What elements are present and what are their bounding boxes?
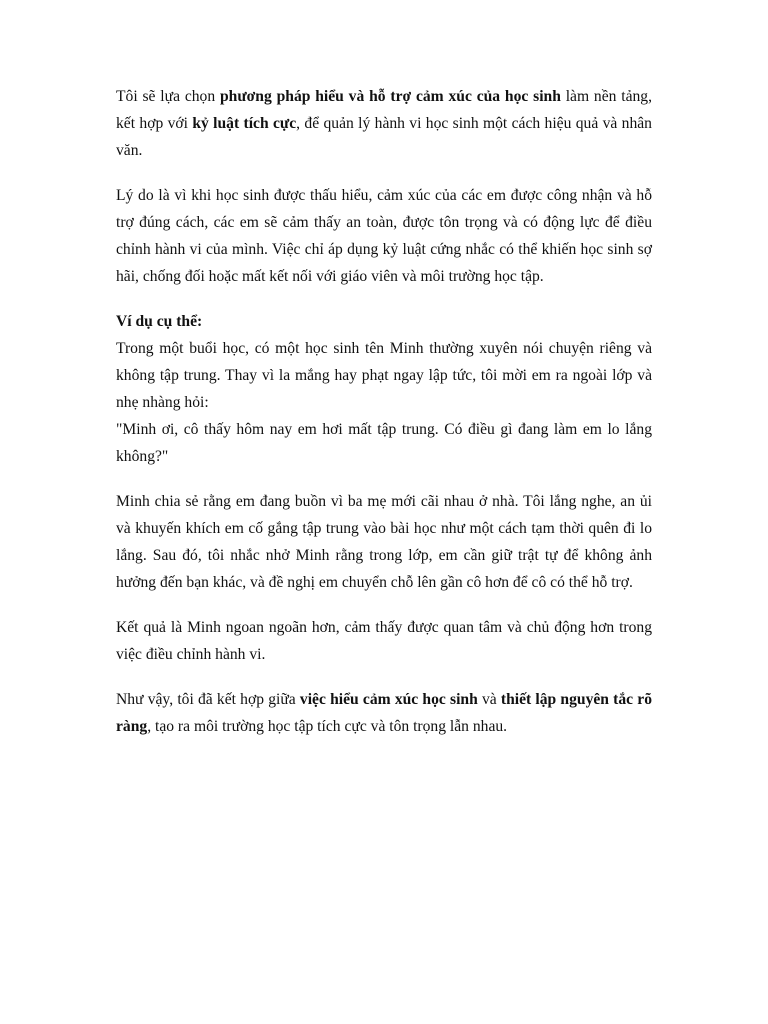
paragraph-reason: Lý do là vì khi học sinh được thấu hiểu, cảm xúc của các em được công nhận và hỗ trợ đúng cách, các em sẽ cảm thấy an toàn, được tôn trọng và có động lực để điều chỉnh hành vi của mình. Việc chỉ áp dụng kỷ luật cứng nhắc có thể khiến học sinh sợ hãi, chống đối hoặc mất kết nối với giáo viên và môi trường học tập. bbox=[116, 187, 652, 285]
approach-text-2: làm nền tảng, kết hợp với bbox=[116, 88, 652, 132]
paragraph-response: Minh chia sẻ rằng em đang buồn vì ba mẹ mới cãi nhau ở nhà. Tôi lắng nghe, an ủi và khuyến khích em cố gắng tập trung vào bài học như một cách tạm thời quên đi lo lắng. Sau đó, tôi nhắc nhở Minh rằng trong lớp, em cần giữ trật tự để không ảnh hưởng đến bạn khác, và đề nghị em chuyển chỗ lên gần cô hơn để cô có thể hỗ trợ. bbox=[116, 493, 652, 591]
paragraph-result: Kết quả là Minh ngoan ngoãn hơn, cảm thấy được quan tâm và chủ động hơn trong việc điều chỉnh hành vi. bbox=[116, 619, 652, 663]
paragraph-conclusion bbox=[116, 686, 652, 740]
conclusion-text-3: , tạo ra môi trường học tập tích cực và tôn trọng lẫn nhau. bbox=[147, 718, 508, 735]
conclusion-bold-rules: thiết lập nguyên tắc rõ ràng bbox=[116, 691, 653, 735]
document-body bbox=[116, 83, 652, 758]
example-situation: Trong một buổi học, có một học sinh tên Minh thường xuyên nói chuyện riêng và không tập trung. Thay vì la mắng hay phạt ngay lập tức, tôi mời em ra ngoài lớp và nhẹ nhàng hỏi: bbox=[116, 340, 652, 411]
example-block bbox=[116, 308, 652, 470]
conclusion-text-2: và bbox=[477, 691, 501, 708]
example-quote: "Minh ơi, cô thấy hôm nay em hơi mất tập trung. Có điều gì đang làm em lo lắng không?" bbox=[116, 421, 652, 465]
paragraph-approach bbox=[116, 83, 652, 164]
example-heading: Ví dụ cụ thể: bbox=[116, 313, 203, 330]
approach-bold-discipline: kỷ luật tích cực bbox=[192, 115, 297, 132]
conclusion-text-1: Như vậy, tôi đã kết hợp giữa bbox=[116, 691, 300, 708]
conclusion-bold-emotion: việc hiểu cảm xúc học sinh bbox=[299, 691, 478, 708]
approach-text-3: , để quản lý hành vi học sinh một cách hiệu quả và nhân văn. bbox=[116, 115, 652, 159]
approach-text-1: Tôi sẽ lựa chọn bbox=[116, 88, 220, 105]
approach-bold-method: phương pháp hiểu và hỗ trợ cảm xúc của học sinh bbox=[219, 88, 561, 105]
